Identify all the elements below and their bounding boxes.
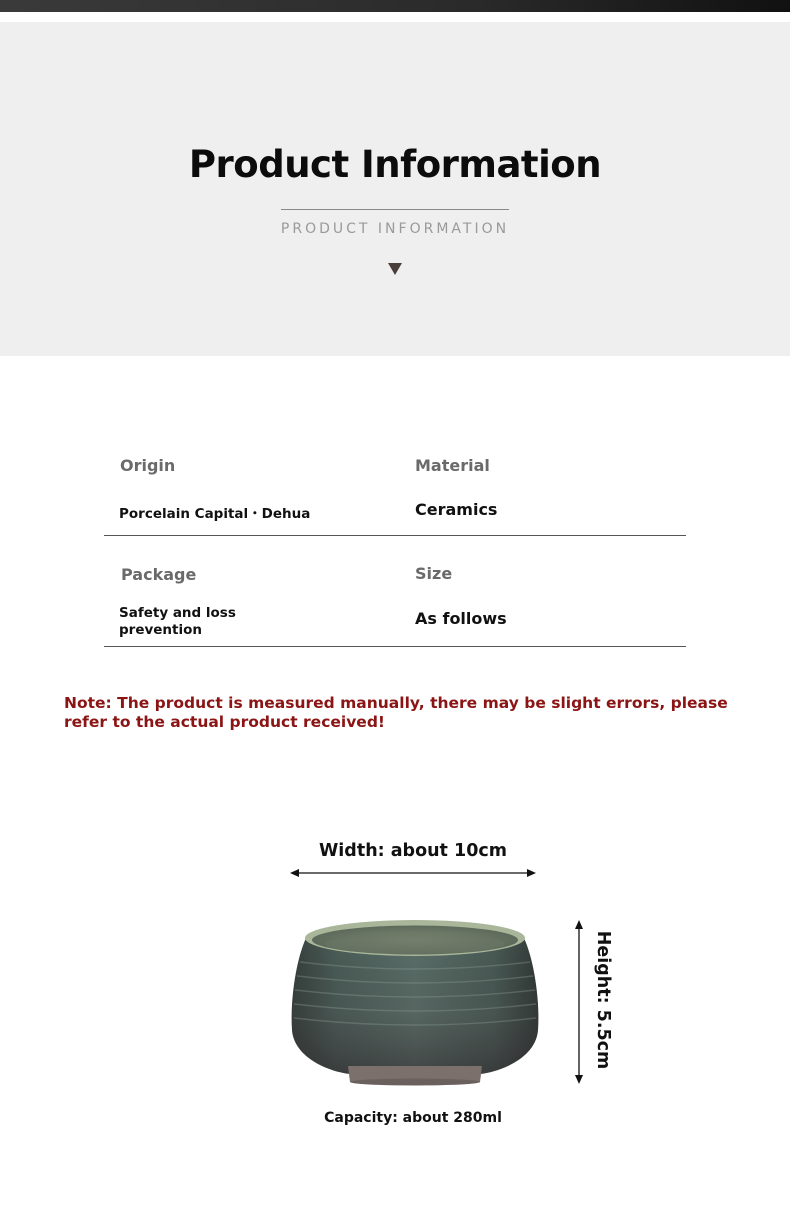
page-subtitle: PRODUCT INFORMATION — [280, 221, 510, 237]
double-arrow-horizontal-icon — [290, 869, 536, 877]
package-value-line2: prevention — [119, 622, 203, 638]
material-value: Ceramics — [415, 500, 498, 519]
page-title: Product Information — [188, 143, 602, 186]
package-label: Package — [121, 565, 197, 584]
material-label: Material — [415, 456, 490, 475]
measurement-note: Note: The product is measured manually, there may be slight errors, please refer to the actual product received! — [64, 694, 728, 731]
package-value-line1: Safety and loss — [119, 605, 236, 621]
size-value: As follows — [415, 609, 507, 628]
size-label: Size — [415, 564, 453, 583]
origin-label: Origin — [120, 456, 176, 475]
height-label: Height: 5.5cm — [593, 930, 613, 1070]
width-label: Width: about 10cm — [319, 841, 507, 861]
double-arrow-vertical-icon — [575, 920, 583, 1084]
tea-bowl-image — [292, 920, 539, 1086]
origin-value: Porcelain Capital・Dehua — [119, 506, 311, 522]
capacity-label: Capacity: about 280ml — [324, 1110, 502, 1126]
